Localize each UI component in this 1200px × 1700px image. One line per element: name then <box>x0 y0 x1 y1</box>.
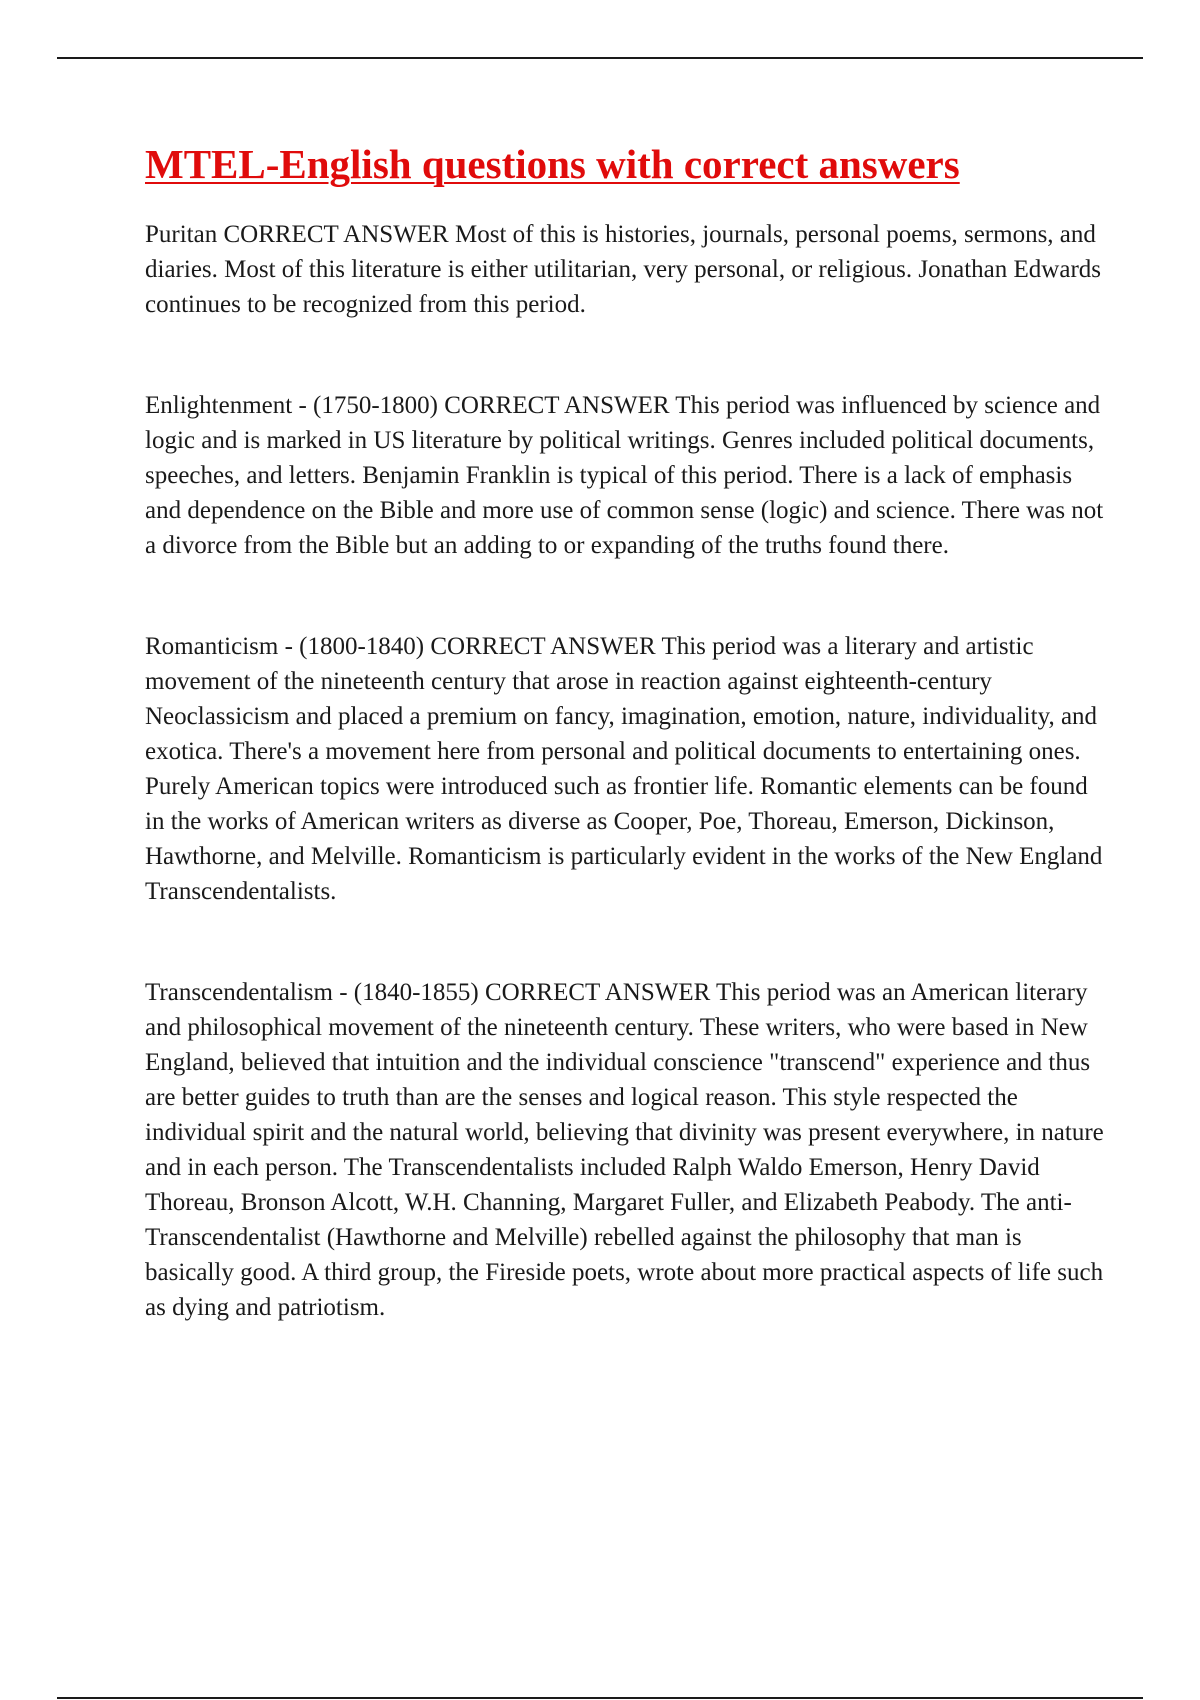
qa-entry-puritan: Puritan CORRECT ANSWER Most of this is histories, journals, personal poems, sermons, and diaries. Most of this literature is either utilitarian, very personal, or religious. Jonathan Edwards continues to be recognized from this period. <box>145 221 1102 319</box>
top-rule <box>57 57 1143 59</box>
qa-entry-romanticism: Romanticism - (1800-1840) CORRECT ANSWER This period was a literary and artistic movement of the nineteenth century that arose in reaction against eighteenth-century Neoclassicism and placed a premium on fancy, imagination, emotion, nature, individuality, and exotica. There's a movement here from personal and political documents to entertaining ones. Purely American topics were introduced such as frontier life. Romantic elements can be found in the works of American writers as diverse as Cooper, Poe, Thoreau, Emerson, Dickinson, Hawthorne, and Melville. Romanticism is particularly evident in the works of the New England Transcendentalists. <box>145 633 1103 906</box>
bottom-rule <box>57 1697 1143 1699</box>
qa-entry-enlightenment: Enlightenment - (1750-1800) CORRECT ANSWER This period was influenced by science and logic and is marked in US literature by political writings. Genres included political documents, speeches, and letters. Benjamin Franklin is typical of this period. There is a lack of emphasis and dependence on the Bible and more use of common sense (logic) and science. There was not a divorce from the Bible but an adding to or expanding of the truths found there. <box>145 392 1104 560</box>
qa-entry-transcendentalism: Transcendentalism - (1840-1855) CORRECT ANSWER This period was an American literary and philosophical movement of the nineteenth century. These writers, who were based in New England, believed that intuition and the individual conscience "transcend" experience and thus are better guides to truth than are the senses and logical reason. This style respected the individual spirit and the natural world, believing that divinity was present everywhere, in nature and in each person. The Transcendentalists included Ralph Waldo Emerson, Henry David Thoreau, Bronson Alcott, W.H. Channing, Margaret Fuller, and Elizabeth Peabody. The anti-Transcendentalist (Hawthorne and Melville) rebelled against the philosophy that man is basically good. A third group, the Fireside poets, wrote about more practical aspects of life such as dying and patriotism. <box>145 979 1104 1322</box>
document-title: MTEL-English questions with correct answers <box>145 141 960 187</box>
document-body <box>145 140 1105 1391</box>
